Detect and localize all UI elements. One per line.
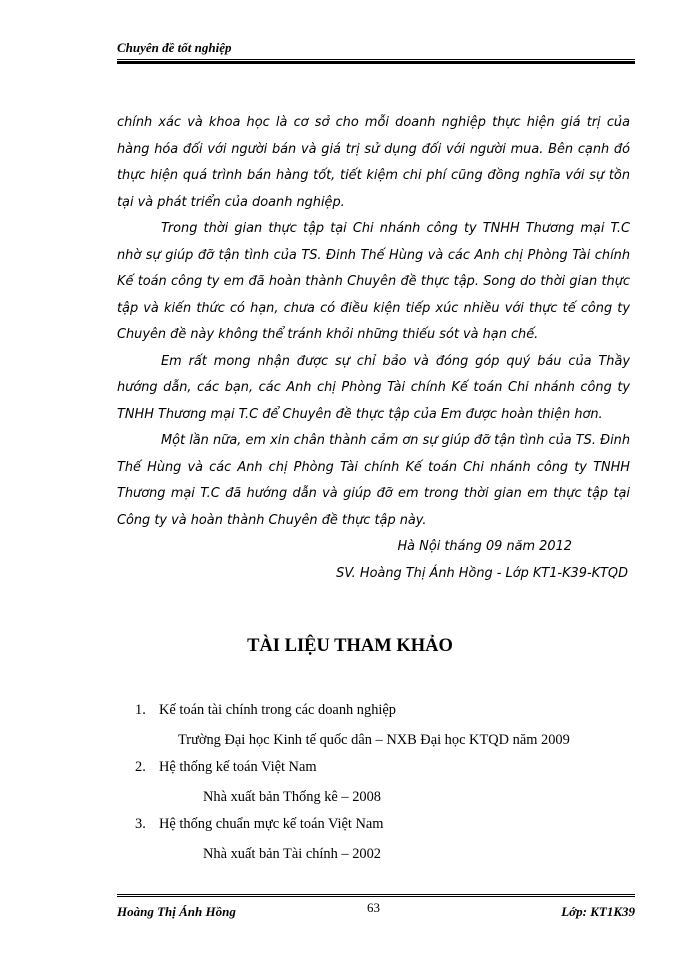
reference-title: Hệ thống chuẩn mực kế toán Việt Nam	[159, 816, 384, 832]
body-text	[117, 110, 630, 587]
reference-title: Kế toán tài chính trong các doanh nghiệp	[159, 702, 396, 718]
footer-class: Lớp: KT1K39	[561, 904, 635, 919]
page-header	[117, 40, 635, 58]
footer-divider	[117, 894, 635, 895]
reference-publisher: Nhà xuất bản Thống kê – 2008	[203, 789, 381, 805]
reference-title: Hệ thống kế toán Việt Nam	[159, 759, 317, 775]
references-title: TÀI LIỆU THAM KHẢO	[247, 636, 453, 656]
reference-number: 1.	[135, 702, 146, 718]
header-title: Chuyên đề tốt nghiệp	[117, 40, 232, 55]
footer-divider-second	[117, 896, 635, 897]
date-line: Hà Nội tháng 09 năm 2012	[397, 539, 572, 554]
reference-publisher: Trường Đại học Kinh tế quốc dân – NXB Đại học KTQD năm 2009	[178, 732, 570, 748]
header-divider	[117, 59, 635, 60]
paragraph-3: Em rất mong nhận được sự chỉ bảo và đóng góp quý báu của Thầy hướng dẫn, các bạn, các Anh chị Phòng Tài chính Kế toán Chi nhánh công ty TNHH Thương mại T.C để Chuyên đề thực tập của Em được hoàn thiện hơn.	[117, 353, 630, 422]
header-divider-thick	[117, 61, 635, 64]
paragraph-4: Một lần nữa, em xin chân thành cảm ơn sự giúp đỡ tận tình của TS. Đinh Thế Hùng và các Anh chị Phòng Tài chính Kế toán Chi nhánh công ty TNHH Thương mại T.C đã hướng dẫn và giúp đỡ em trong thời gian em thực tập tại Công ty và hoàn thành Chuyên đề thực tập này.	[117, 433, 630, 528]
page-number: 63	[367, 900, 380, 915]
signature-line: SV. Hoàng Thị Ánh Hồng - Lớp KT1-K39-KTQD	[336, 565, 628, 581]
footer-author: Hoàng Thị Ánh Hồng	[117, 904, 236, 919]
reference-number: 2.	[135, 759, 146, 775]
reference-number: 3.	[135, 816, 146, 832]
paragraph-1: chính xác và khoa học là cơ sở cho mỗi doanh nghiệp thực hiện giá trị của hàng hóa đối với người bán và giá trị sử dụng đối với người mua. Bên cạnh đó thực hiện quá trình bán hàng tốt, tiết kiệm chi phí cũng đồng nghĩa với sự tồn tại và phát triển của doanh nghiệp.	[117, 115, 630, 210]
paragraph-2: Trong thời gian thực tập tại Chi nhánh công ty TNHH Thương mại T.C nhờ sự giúp đỡ tận tình của TS. Đinh Thế Hùng và các Anh chị Phòng Tài chính Kế toán công ty em đã hoàn thành Chuyên đề thực tập. Song do thời gian thực tập và kiến thức có hạn, chưa có điều kiện tiếp xúc nhiều với thực tế công ty Chuyên đề này không thể tránh khỏi những thiếu sót và hạn chế.	[117, 221, 630, 342]
page-footer	[117, 894, 635, 924]
reference-publisher: Nhà xuất bản Tài chính – 2002	[203, 846, 381, 862]
